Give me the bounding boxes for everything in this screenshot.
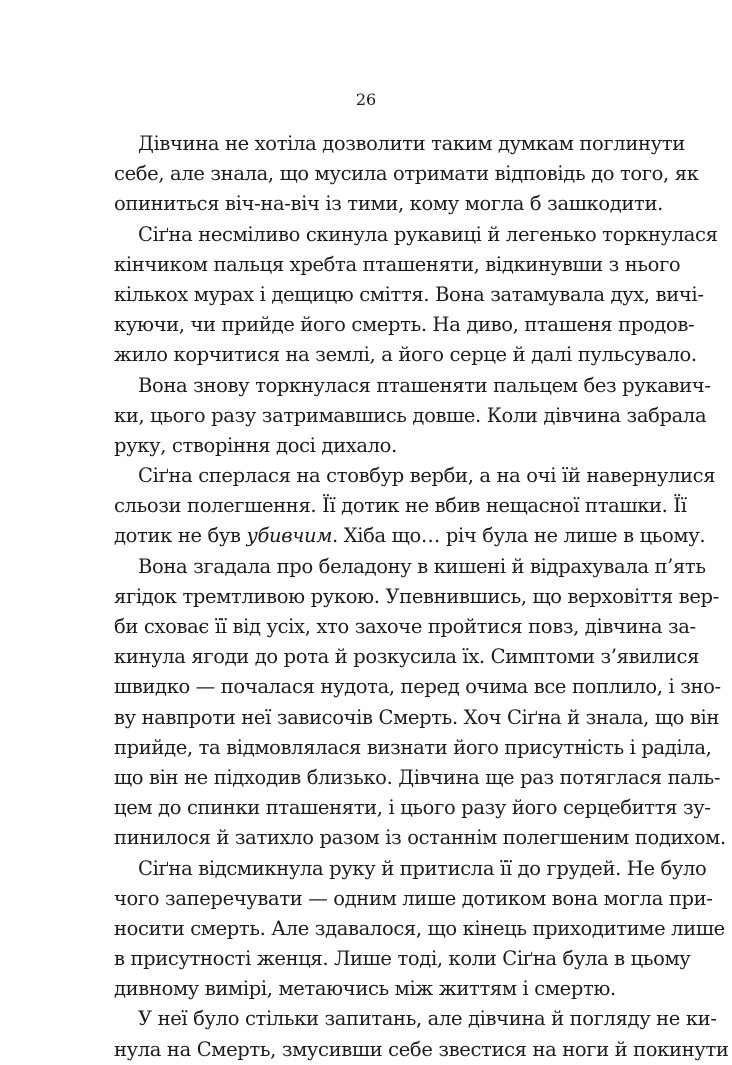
text-line: жило корчитися на землі, а його серце й далі пульсувало.: [114, 343, 697, 367]
text-line: би сховає її від усіх, хто захоче пройтися повз, дівчина за-: [114, 615, 696, 638]
text-line: кількох мурах і дещицю сміття. Вона затамувала дух, вичі-: [114, 282, 704, 306]
text-line: себе, але знала, що мусила отримати відповідь до того, як: [114, 162, 699, 186]
text-line: в присутності женця. Лише тоді, коли Сіґна була в цьому: [114, 947, 691, 971]
text-line: ягідок тремтливою рукою. Упевнившись, що верховіття вер-: [114, 584, 719, 608]
text-line: дивному вимірі, метаючись між життям і смертю.: [114, 977, 616, 1001]
text-line: Сіґна несміливо скинула рукавиці й легенько торкнулася: [138, 222, 718, 246]
body-text: [114, 129, 729, 1065]
text-line: сльози полегшення. Її дотик не вбив нещасної пташки. Її: [114, 494, 687, 518]
text-line: що він не підходив близько. Дівчина ще раз потяглася паль-: [114, 765, 721, 789]
text-line: носити смерть. Але здавалося, що кінець приходитиме лише: [114, 916, 725, 940]
text-line: Дівчина не хотіла дозволити таким думкам поглинути: [138, 132, 685, 155]
text-line: руку, створіння досі дихало.: [114, 433, 397, 457]
text-line: цем до спинки пташеняти, і цього разу його серцебиття зу-: [114, 796, 711, 820]
text-line: Вона знову торкнулася пташеняти пальцем без рукавич-: [138, 373, 711, 397]
text-line: ву навпроти неї зависочів Смерть. Хоч Сіґна й знала, що він: [114, 705, 720, 729]
text-line: швидко — почалася нудота, перед очима все поплило, і зно-: [114, 675, 721, 699]
text-line: опиниться віч-на-віч із тими, кому могла б зашкодити.: [114, 192, 663, 216]
text-line: ки, цього разу затримавшись довше. Коли дівчина забрала: [114, 403, 707, 427]
text-line: куючи, чи прийде його смерть. На диво, пташеня продов-: [114, 313, 695, 337]
text-segment: . Хіба що… річ була не лише в цьому.: [332, 524, 706, 548]
emphasized-word: убивчим: [246, 524, 333, 548]
text-line: [114, 521, 706, 551]
text-line: нула на Смерть, змусивши себе звестися на ноги й покинути: [114, 1037, 729, 1061]
page-number: 26: [355, 90, 377, 109]
text-line: кинула ягоди до рота й розкусила їх. Симптоми з’явилися: [114, 645, 700, 669]
text-line: прийде, та відмовлялася визнати його присутність і раділа,: [114, 735, 712, 759]
text-line: кінчиком пальця хребта пташеняти, відкинувши з нього: [114, 252, 681, 276]
text-line: Сіґна сперлася на стовбур верби, а на очі їй навернулися: [138, 464, 716, 488]
text-segment: дотик не був: [114, 524, 247, 548]
text-line: У неї було стільки запитань, але дівчина й погляду не ки-: [138, 1007, 717, 1031]
text-line: Сіґна відсмикнула руку й притисла її до грудей. Не було: [138, 856, 707, 880]
text-line: Вона згадала про беладону в кишені й відрахувала п’ять: [138, 554, 706, 578]
text-line: чого заперечувати — одним лише дотиком вона могла при-: [114, 886, 713, 910]
text-line: пинилося й затихло разом із останнім полегшеним подихом.: [114, 826, 726, 850]
